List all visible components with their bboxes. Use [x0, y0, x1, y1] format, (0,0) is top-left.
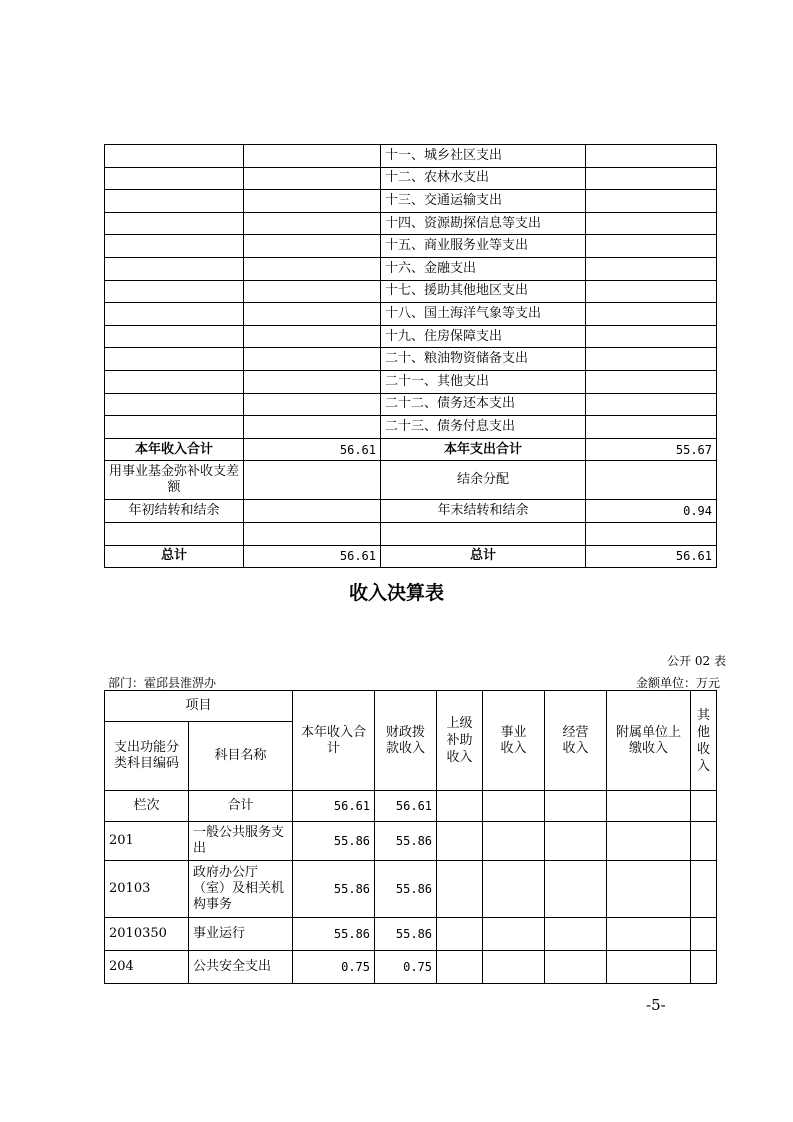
page-number: -5-	[646, 996, 666, 1014]
end-carryover-value: 0.94	[586, 500, 717, 523]
superior-header: 上级补助收入	[437, 691, 483, 791]
expense-item: 二十、粮油物资储备支出	[381, 348, 586, 371]
row-name: 一般公共服务支出	[189, 822, 293, 861]
expense-item: 二十二、债务还本支出	[381, 393, 586, 416]
grand-total-left-value: 56.61	[244, 545, 381, 568]
row-code: 201	[105, 822, 189, 861]
expense-item: 十三、交通运输支出	[381, 190, 586, 213]
fund-row	[105, 461, 717, 500]
table-row	[105, 212, 717, 235]
table-code: 公开 02 表	[667, 654, 726, 668]
table-row	[105, 861, 717, 918]
grand-total-right-value: 56.61	[586, 545, 717, 568]
row-name: 公共安全支出	[189, 951, 293, 984]
table-row	[105, 370, 717, 393]
table-row	[105, 145, 717, 168]
expense-item: 十七、援助其他地区支出	[381, 280, 586, 303]
table-row	[105, 303, 717, 326]
fund-label: 用事业基金弥补收支差额	[105, 461, 244, 500]
row-fiscal: 0.75	[375, 951, 437, 984]
income-total-value: 56.61	[244, 438, 381, 461]
row-code: 20103	[105, 861, 189, 918]
row-total: 56.61	[293, 791, 375, 822]
expense-total-label: 本年支出合计	[381, 438, 586, 461]
table-row	[105, 416, 717, 439]
summary-table	[104, 144, 717, 568]
grand-total-left-label: 总计	[105, 545, 244, 568]
income-total-label: 本年收入合计	[105, 438, 244, 461]
expense-total-value: 55.67	[586, 438, 717, 461]
table-row	[105, 325, 717, 348]
row-code: 2010350	[105, 918, 189, 951]
expense-item: 二十三、债务付息支出	[381, 416, 586, 439]
table-row	[105, 791, 717, 822]
affiliated-header: 附属单位上缴收入	[607, 691, 691, 791]
func-code-header: 支出功能分类科目编码	[105, 722, 189, 791]
row-fiscal: 55.86	[375, 861, 437, 918]
table-row	[105, 257, 717, 280]
expense-item: 十八、国土海洋气象等支出	[381, 303, 586, 326]
table-row	[105, 951, 717, 984]
table-row	[105, 393, 717, 416]
section-title: 收入决算表	[348, 582, 444, 604]
table-row	[105, 918, 717, 951]
expense-item: 十一、城乡社区支出	[381, 145, 586, 168]
row-fiscal: 56.61	[375, 791, 437, 822]
unit-label: 金额单位：万元	[635, 676, 720, 690]
fiscal-header: 财政拨款收入	[375, 691, 437, 791]
row-name: 事业运行	[189, 918, 293, 951]
expense-item: 十二、农林水支出	[381, 167, 586, 190]
row-fiscal: 55.86	[375, 822, 437, 861]
expense-item: 十九、住房保障支出	[381, 325, 586, 348]
table-row	[105, 167, 717, 190]
header-row	[105, 691, 717, 722]
grand-total-right-label: 总计	[381, 545, 586, 568]
total-income-header: 本年收入合计	[293, 691, 375, 791]
table-row	[105, 822, 717, 861]
expense-item: 十五、商业服务业等支出	[381, 235, 586, 258]
income-table	[104, 690, 717, 984]
grand-total-row	[105, 545, 717, 568]
row-name: 合计	[189, 791, 293, 822]
row-total: 0.75	[293, 951, 375, 984]
begin-carryover-label: 年初结转和结余	[105, 500, 244, 523]
table-row	[105, 190, 717, 213]
surplus-label: 结余分配	[381, 461, 586, 500]
table-row	[105, 235, 717, 258]
row-total: 55.86	[293, 861, 375, 918]
department-label: 部门：霍邱县淮淠办	[108, 676, 217, 690]
row-fiscal: 55.86	[375, 918, 437, 951]
row-total: 55.86	[293, 822, 375, 861]
carryover-row	[105, 500, 717, 523]
row-name: 政府办公厅（室）及相关机构事务	[189, 861, 293, 918]
operating-header: 经营收入	[545, 691, 607, 791]
other-header: 其他收入	[691, 691, 717, 791]
row-total: 55.86	[293, 918, 375, 951]
income-total-row	[105, 438, 717, 461]
expense-item: 十四、资源勘探信息等支出	[381, 212, 586, 235]
end-carryover-label: 年末结转和结余	[381, 500, 586, 523]
table-row	[105, 348, 717, 371]
blank-row	[105, 522, 717, 545]
business-header: 事业收入	[483, 691, 545, 791]
row-code: 204	[105, 951, 189, 984]
row-code: 栏次	[105, 791, 189, 822]
subject-name-header: 科目名称	[189, 722, 293, 791]
table-row	[105, 280, 717, 303]
expense-item: 二十一、其他支出	[381, 370, 586, 393]
expense-item: 十六、金融支出	[381, 257, 586, 280]
project-header: 项目	[105, 691, 293, 722]
